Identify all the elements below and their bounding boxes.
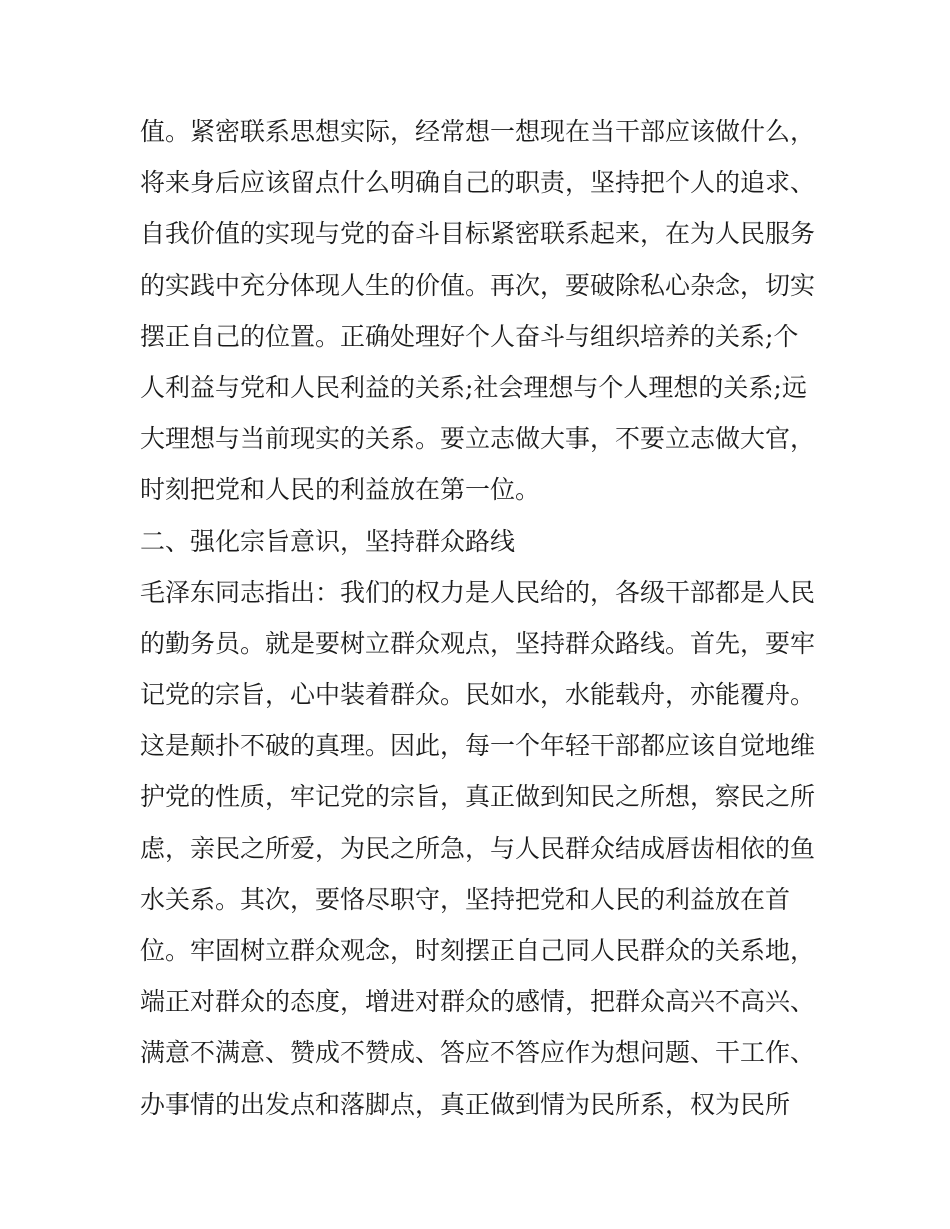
text-line: 虑，亲民之所爱，为民之所急，与人民群众结成唇齿相依的鱼 [140, 833, 816, 863]
text-line: 人利益与党和人民利益的关系;社会理想与个人理想的关系;远 [140, 372, 807, 402]
text-line: 自我价值的实现与党的奋斗目标紧密联系起来，在为人民服务 [140, 219, 816, 249]
text-line: 端正对群众的态度，增进对群众的感情，把群众高兴不高兴、 [140, 987, 816, 1017]
section-heading: 二、强化宗旨意识，坚持群众路线 [140, 526, 516, 556]
text-line: 满意不满意、赞成不赞成、答应不答应作为想问题、干工作、 [140, 1038, 816, 1068]
text-line: 的实践中充分体现人生的价值。再次，要破除私心杂念，切实 [140, 270, 816, 300]
text-line: 毛泽东同志指出：我们的权力是人民给的，各级干部都是人民 [140, 577, 816, 607]
text-line: 位。牢固树立群众观念，时刻摆正自己同人民群众的关系地， [140, 936, 816, 965]
text-line: 的勤务员。就是要树立群众观点，坚持群众路线。首先，要牢 [140, 628, 816, 658]
text-line: 值。紧密联系思想实际，经常想一想现在当干部应该做什么， [140, 117, 816, 146]
text-line: 摆正自己的位置。正确处理好个人奋斗与组织培养的关系;个 [140, 321, 799, 351]
text-line: 记党的宗旨，心中装着群众。民如水，水能载舟，亦能覆舟。 [140, 680, 816, 710]
text-line: 时刻把党和人民的利益放在第一位。 [140, 475, 541, 505]
text-line: 水关系。其次，要恪尽职守，坚持把党和人民的利益放在首 [140, 884, 791, 914]
body-text [140, 106, 820, 1130]
text-line: 大理想与当前现实的关系。要立志做大事，不要立志做大官， [140, 424, 816, 454]
text-line: 办事情的出发点和落脚点，真正做到情为民所系，权为民所 [140, 1089, 791, 1119]
text-line: 这是颠扑不破的真理。因此，每一个年轻干部都应该自觉地维 [140, 731, 816, 761]
text-line: 将来身后应该留点什么明确自己的职责，坚持把个人的追求、 [140, 168, 816, 198]
text-line: 护党的性质，牢记党的宗旨，真正做到知民之所想，察民之所 [140, 782, 816, 812]
